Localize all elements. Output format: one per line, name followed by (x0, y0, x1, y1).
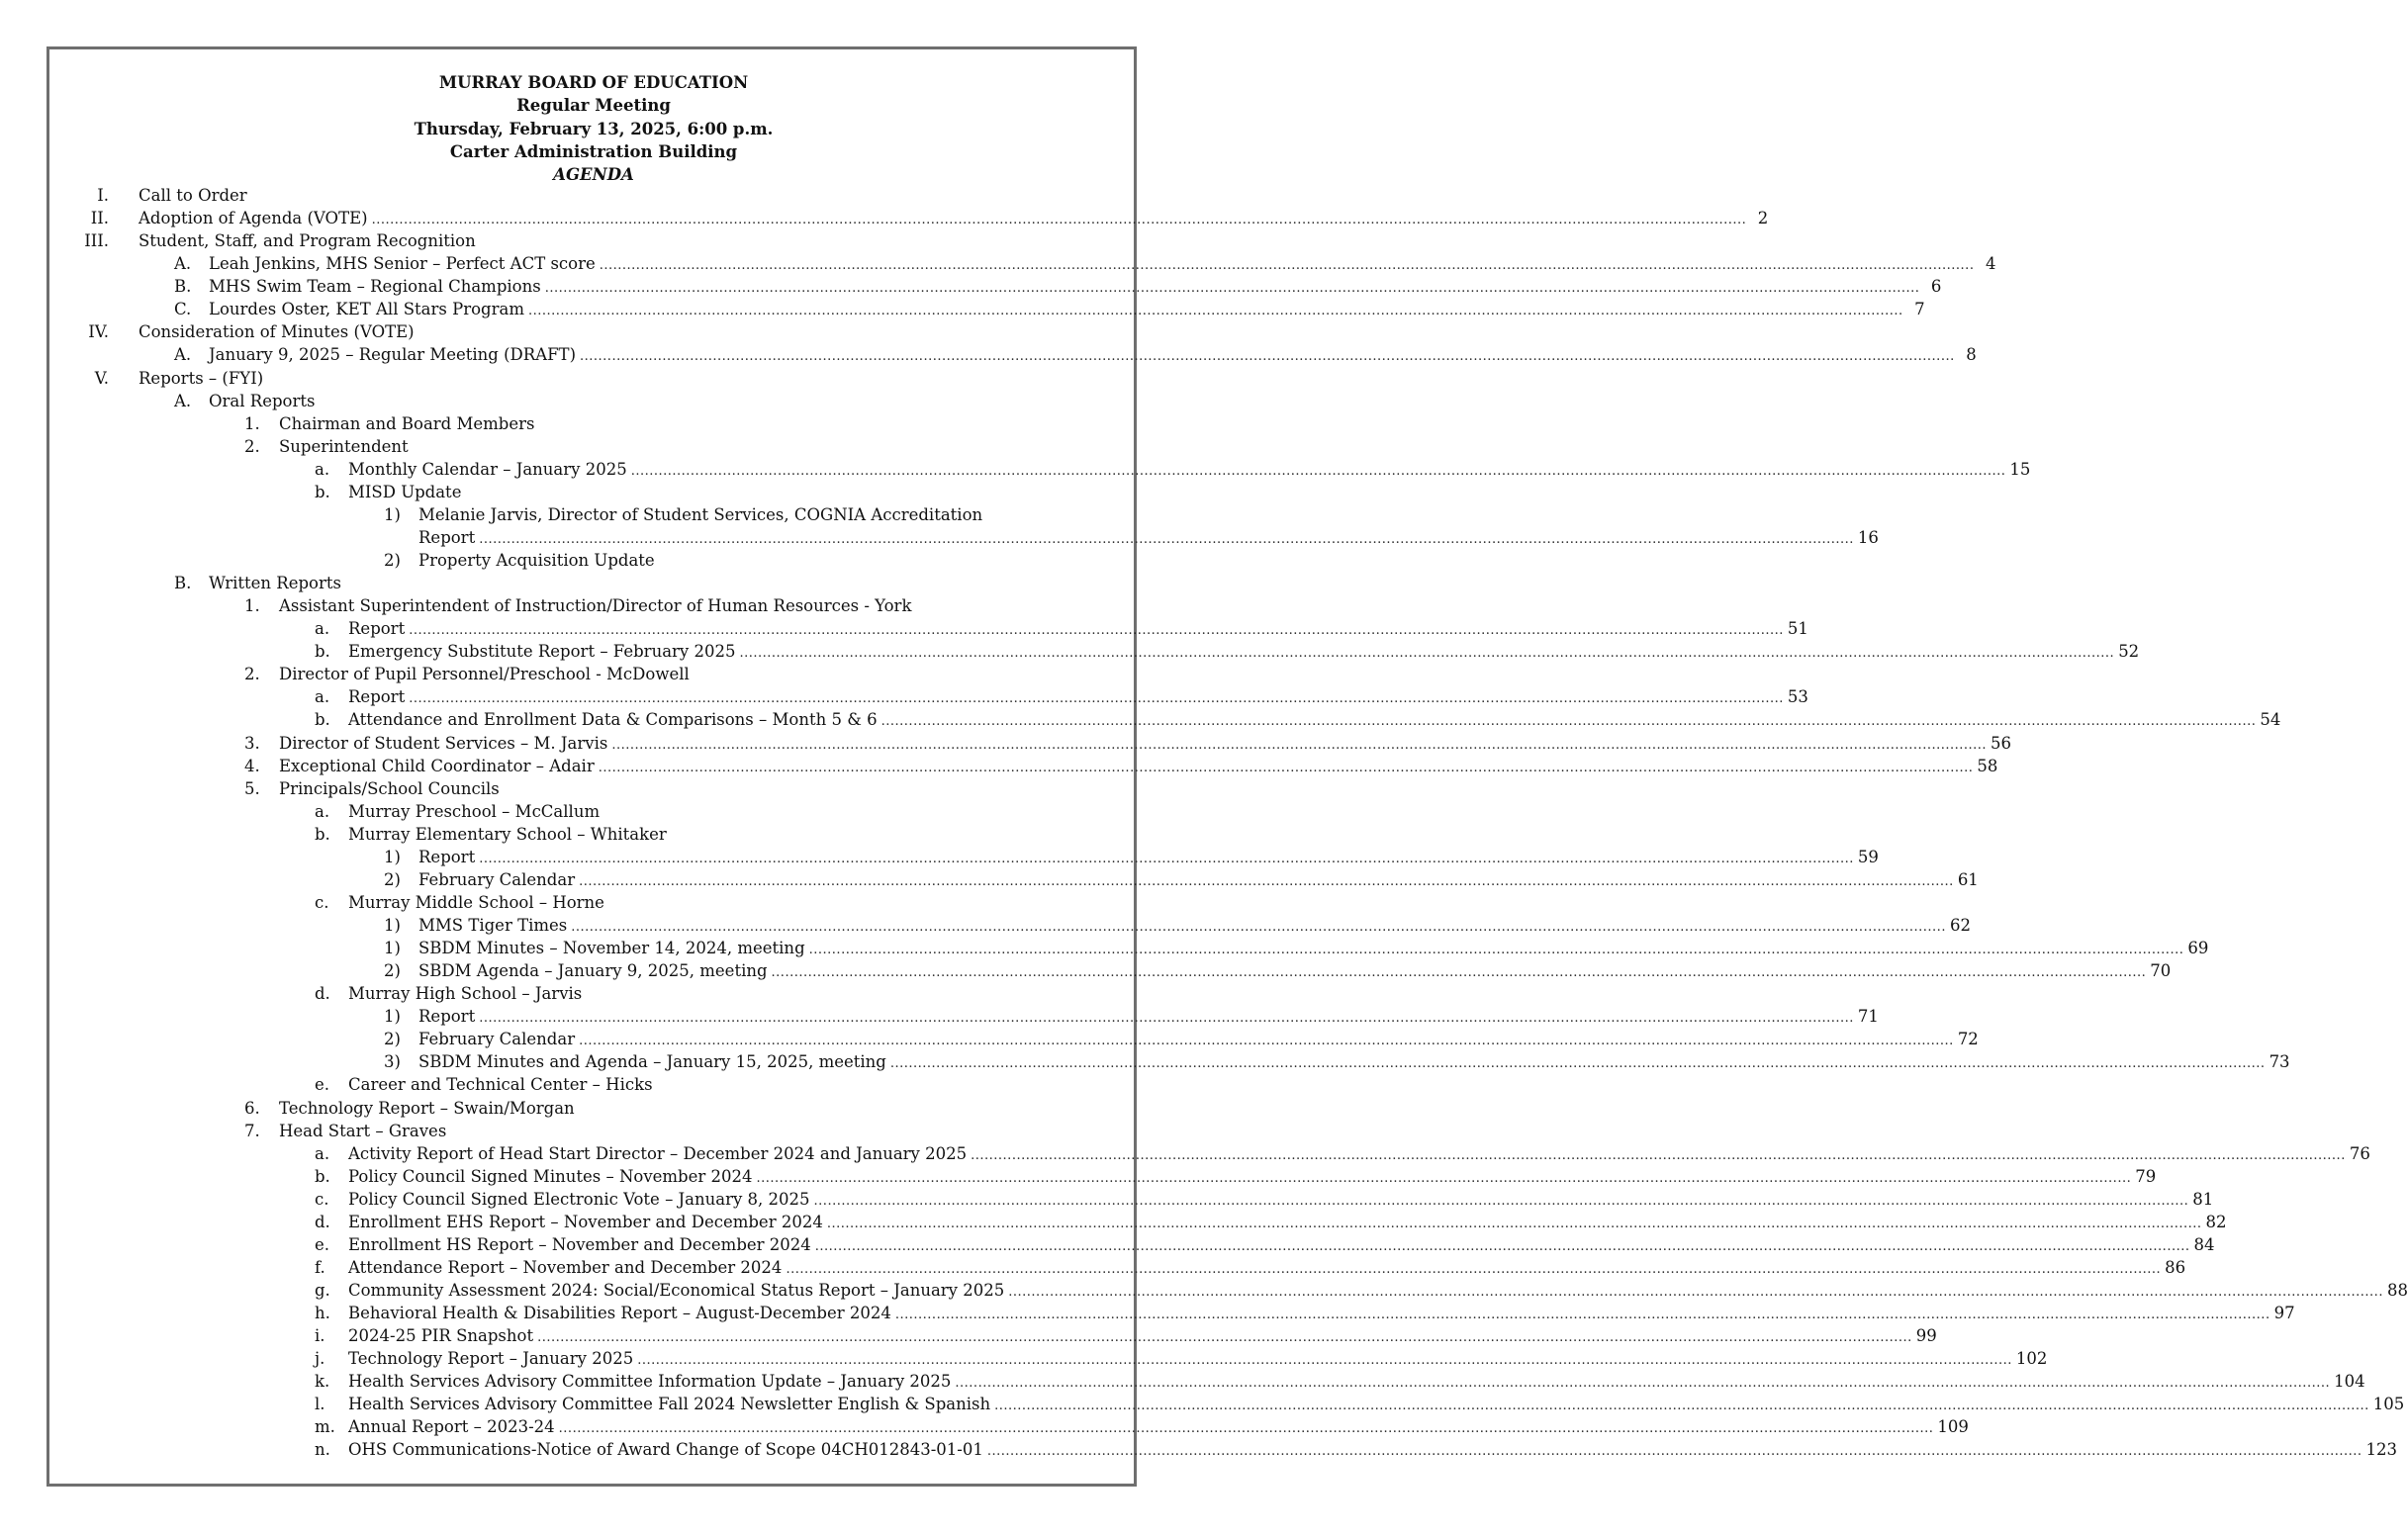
agenda-item-label: Murray High School – Jarvis (348, 984, 583, 1004)
dot-leader: ............................................................................................................................................................................................................................................................................................................ (409, 623, 1784, 639)
agenda-item-page: 69 (2187, 939, 2209, 958)
agenda-item-number: a. (315, 1143, 330, 1163)
document-header (0, 71, 1187, 186)
agenda-item (0, 1415, 1969, 1438)
dot-leader: ............................................................................................................................................................................................................................................................................................................ (808, 943, 2184, 958)
agenda-item (0, 755, 1998, 777)
dot-leader: ............................................................................................................................................................................................................................................................................................................ (1008, 1285, 2383, 1300)
agenda-item (0, 435, 1187, 458)
agenda-item-label: Leah Jenkins, MHS Senior – Perfect ACT score (209, 254, 596, 274)
agenda-item-number: 2) (384, 961, 401, 981)
dot-leader: ............................................................................................................................................................................................................................................................................................................ (971, 1147, 2346, 1163)
agenda-item-page: 59 (1857, 847, 1879, 866)
agenda-item (0, 412, 1187, 435)
agenda-item-label: SBDM Minutes – November 14, 2024, meeting (418, 939, 805, 958)
dot-leader: ............................................................................................................................................................................................................................................................................................................ (537, 1330, 1912, 1346)
agenda-item-page: 56 (1991, 733, 2012, 753)
agenda-item-number: b. (315, 642, 330, 662)
agenda-item-page: 15 (2009, 459, 2031, 479)
agenda-item-number: 1) (384, 1007, 401, 1027)
dot-leader: ............................................................................................................................................................................................................................................................................................................ (630, 463, 2006, 479)
agenda-item (0, 1050, 2290, 1073)
agenda-item-page: 109 (1937, 1417, 1969, 1437)
agenda-item-label: Director of Student Services – M. Jarvis (279, 733, 608, 753)
agenda-item-page: 102 (2015, 1349, 2048, 1369)
agenda-item-number: I. (97, 186, 109, 205)
agenda-item-label: Community Assessment 2024: Social/Economical Status Report – January 2025 (348, 1281, 1005, 1300)
agenda-item-page: 72 (1957, 1030, 1979, 1049)
agenda-item (0, 229, 1187, 252)
agenda-item (0, 1233, 2215, 1256)
agenda-item-number: 5. (244, 778, 260, 798)
agenda-item (0, 390, 1187, 412)
agenda-item-label: Behavioral Health & Disabilities Report – August-December 2024 (348, 1304, 891, 1323)
agenda-item-label: Reports – (FYI) (139, 368, 264, 388)
agenda-item (0, 320, 1187, 343)
agenda-item-label: Health Services Advisory Committee Information Update – January 2025 (348, 1372, 952, 1392)
agenda-item-label: Oral Reports (209, 391, 316, 410)
agenda-item-label: Attendance Report – November and December 2024 (348, 1257, 783, 1277)
agenda-item (0, 367, 1187, 390)
agenda-item-label: SBDM Minutes and Agenda – January 15, 2025, meeting (418, 1052, 886, 1072)
agenda-item (0, 1211, 2227, 1233)
agenda-item-label: Enrollment HS Report – November and December 2024 (348, 1234, 811, 1254)
dot-leader: ............................................................................................................................................................................................................................................................................................................ (889, 1056, 2266, 1072)
agenda-item-page: 123 (2365, 1440, 2398, 1460)
agenda-item-page: 97 (2273, 1304, 2295, 1323)
agenda-item-page: 81 (2192, 1189, 2214, 1209)
agenda-item-label: Annual Report – 2023-24 (348, 1417, 555, 1437)
agenda-item-label: Murray Elementary School – Whitaker (348, 824, 667, 844)
dot-leader: ............................................................................................................................................................................................................................................................................................................ (409, 691, 1784, 707)
agenda-item-label: February Calendar (418, 1030, 576, 1049)
agenda-item (0, 549, 1187, 572)
agenda-item-number: b. (315, 482, 330, 501)
agenda-heading: AGENDA (553, 165, 634, 185)
agenda-item-number: h. (315, 1304, 330, 1323)
agenda-item-number: 2) (384, 551, 401, 570)
meeting-location: Carter Administration Building (449, 141, 738, 161)
agenda-item-label: Written Reports (209, 574, 341, 593)
agenda-item-page: 16 (1857, 527, 1879, 547)
agenda-item-label: Policy Council Signed Minutes – November 2024 (348, 1166, 753, 1186)
dot-leader: ............................................................................................................................................................................................................................................................................................................ (786, 1261, 2162, 1277)
agenda-item-number: l. (315, 1395, 325, 1414)
dot-leader: ............................................................................................................................................................................................................................................................................................................ (544, 281, 1920, 297)
agenda-item (0, 458, 2031, 481)
agenda-item-number: B. (174, 277, 192, 297)
agenda-item-label: Principals/School Councils (279, 778, 500, 798)
agenda-item (0, 914, 1971, 937)
agenda-item-label: Report (418, 1007, 476, 1027)
dot-leader: ............................................................................................................................................................................................................................................................................................................ (579, 873, 1954, 889)
agenda-item-number: A. (174, 391, 192, 410)
agenda-item-label: Activity Report of Head Start Director – December 2024 and January 2025 (348, 1143, 968, 1163)
agenda-item-number: A. (174, 254, 192, 274)
agenda-item-number: f. (315, 1257, 325, 1277)
agenda-item-page: 104 (2334, 1372, 2365, 1392)
agenda-item-label: February Calendar (418, 869, 576, 889)
agenda-item (0, 1188, 2214, 1211)
agenda-item-page: 52 (2118, 642, 2140, 662)
dot-leader: ............................................................................................................................................................................................................................................................................................................ (579, 1034, 1954, 1049)
agenda-item (0, 732, 2012, 755)
agenda-item-page: 79 (2135, 1166, 2157, 1186)
dot-leader: ............................................................................................................................................................................................................................................................................................................ (580, 349, 1955, 365)
agenda-item-label: Technology Report – January 2025 (348, 1349, 634, 1369)
agenda-item (0, 343, 1977, 366)
dot-leader: ............................................................................................................................................................................................................................................................................................................ (371, 213, 1747, 228)
agenda-list (0, 184, 2408, 1462)
dot-leader: ............................................................................................................................................................................................................................................................................................................ (771, 965, 2147, 981)
agenda-item-number: e. (315, 1075, 330, 1095)
agenda-item (0, 1142, 2370, 1165)
agenda-item-number: a. (315, 801, 330, 821)
agenda-item-page: 84 (2193, 1234, 2215, 1254)
agenda-item-number: n. (315, 1440, 330, 1460)
agenda-item-number: c. (315, 892, 329, 912)
dot-leader: ............................................................................................................................................................................................................................................................................................................ (756, 1170, 2132, 1186)
dot-leader: ............................................................................................................................................................................................................................................................................................................ (611, 737, 1988, 753)
dot-leader: ............................................................................................................................................................................................................................................................................................................ (479, 1011, 1854, 1027)
agenda-item-label: MISD Update (348, 482, 462, 501)
agenda-item (0, 252, 1996, 275)
agenda-item (0, 846, 1879, 868)
agenda-item-page: 2 (1757, 209, 1769, 228)
agenda-item-label: Murray Middle School – Horne (348, 892, 604, 912)
agenda-item-number: e. (315, 1234, 330, 1254)
agenda-item (0, 708, 2281, 731)
agenda-item (0, 207, 1769, 229)
agenda-item (0, 663, 1187, 685)
agenda-item-label: Director of Pupil Personnel/Preschool - McDowell (279, 665, 690, 684)
agenda-item (0, 1120, 1187, 1142)
agenda-item-label: Policy Council Signed Electronic Vote – January 8, 2025 (348, 1189, 810, 1209)
agenda-item-number: 3) (384, 1052, 401, 1072)
agenda-item (0, 959, 2172, 982)
agenda-item (0, 594, 1187, 617)
agenda-item (0, 685, 1808, 708)
agenda-item (0, 617, 1808, 640)
agenda-item-number: 1) (384, 504, 401, 524)
agenda-item-number: j. (315, 1349, 325, 1369)
agenda-item-number: IV. (88, 322, 109, 342)
agenda-item-label: Technology Report – Swain/Morgan (279, 1098, 575, 1118)
agenda-item (0, 1370, 2365, 1393)
dot-leader: ............................................................................................................................................................................................................................................................................................................ (955, 1376, 2331, 1392)
agenda-item (0, 823, 1187, 846)
dot-leader: ............................................................................................................................................................................................................................................................................................................ (994, 1399, 2369, 1414)
agenda-item (0, 1279, 2408, 1302)
agenda-item-number: 2) (384, 1030, 401, 1049)
agenda-item-number: b. (315, 1166, 330, 1186)
dot-leader: ............................................................................................................................................................................................................................................................................................................ (894, 1308, 2270, 1323)
agenda-item-label: Melanie Jarvis, Director of Student Services, COGNIA Accreditation (418, 504, 983, 524)
dot-leader: ............................................................................................................................................................................................................................................................................................................ (739, 646, 2115, 662)
agenda-item-number: a. (315, 459, 330, 479)
agenda-item-number: 1. (244, 413, 260, 433)
agenda-item-page: 105 (2372, 1395, 2405, 1414)
meeting-type: Regular Meeting (516, 96, 671, 116)
agenda-item-page: 82 (2205, 1212, 2227, 1231)
agenda-item-number: a. (315, 619, 330, 639)
dot-leader: ............................................................................................................................................................................................................................................................................................................ (637, 1353, 2012, 1369)
dot-leader: ............................................................................................................................................................................................................................................................................................................ (479, 531, 1854, 547)
agenda-item-number: d. (315, 984, 330, 1004)
agenda-item (0, 1028, 1979, 1050)
agenda-item-page: 62 (1949, 916, 1971, 935)
agenda-item-page: 7 (1914, 300, 1925, 319)
dot-leader: ............................................................................................................................................................................................................................................................................................................ (880, 714, 2257, 730)
agenda-item-page: 61 (1957, 869, 1979, 889)
agenda-item-number: c. (315, 1189, 329, 1209)
meeting-date: Thursday, February 13, 2025, 6:00 p.m. (414, 119, 774, 138)
agenda-item (0, 503, 1187, 526)
agenda-item-label: OHS Communications-Notice of Award Change of Scope 04CH012843-01-01 (348, 1440, 983, 1460)
agenda-item-number: b. (315, 710, 330, 730)
agenda-item-page: 88 (2386, 1281, 2408, 1300)
agenda-item-label: Adoption of Agenda (VOTE) (139, 209, 368, 228)
agenda-item (0, 275, 1942, 298)
agenda-item (0, 481, 1187, 503)
agenda-item (0, 1097, 1187, 1120)
agenda-item-label: Enrollment EHS Report – November and December 2024 (348, 1212, 823, 1231)
agenda-item (0, 1302, 2295, 1324)
agenda-item-number: 1) (384, 916, 401, 935)
agenda-item-number: V. (94, 368, 109, 388)
agenda-item-label: Chairman and Board Members (279, 413, 535, 433)
agenda-item (0, 937, 2209, 959)
agenda-item-number: a. (315, 687, 330, 707)
agenda-item-label: Murray Preschool – McCallum (348, 801, 601, 821)
agenda-item-label: Property Acquisition Update (418, 551, 655, 570)
agenda-item-label: MHS Swim Team – Regional Champions (209, 277, 541, 297)
agenda-item-label: Career and Technical Center – Hicks (348, 1075, 653, 1095)
agenda-item-page: 54 (2260, 710, 2281, 730)
agenda-item-label: January 9, 2025 – Regular Meeting (DRAFT) (209, 345, 577, 365)
agenda-item-page: 73 (2269, 1052, 2290, 1072)
agenda-item-page: 53 (1787, 687, 1808, 707)
agenda-item-number: m. (315, 1417, 335, 1437)
agenda-item-label: Report (348, 619, 406, 639)
agenda-item-label: SBDM Agenda – January 9, 2025, meeting (418, 961, 768, 981)
agenda-item-label: Emergency Substitute Report – February 2025 (348, 642, 736, 662)
agenda-item-label: Consideration of Minutes (VOTE) (139, 322, 415, 342)
agenda-item (0, 184, 1187, 207)
agenda-item-number: A. (174, 345, 192, 365)
agenda-item (0, 1073, 1187, 1096)
agenda-item (0, 800, 1187, 823)
agenda-item-page: 8 (1966, 345, 1977, 365)
agenda-item-number: 1) (384, 847, 401, 866)
agenda-item (0, 1324, 1937, 1347)
agenda-item-label: 2024-25 PIR Snapshot (348, 1326, 534, 1346)
agenda-item-number: g. (315, 1281, 330, 1300)
agenda-item-number: 6. (244, 1098, 260, 1118)
dot-leader: ............................................................................................................................................................................................................................................................................................................ (986, 1444, 2362, 1460)
dot-leader: ............................................................................................................................................................................................................................................................................................................ (814, 1238, 2190, 1254)
agenda-item (0, 868, 1979, 891)
agenda-item (0, 526, 1879, 549)
agenda-item-number: i. (315, 1326, 325, 1346)
agenda-item-label: Assistant Superintendent of Instruction/Director of Human Resources - York (279, 596, 912, 616)
agenda-item-number: d. (315, 1212, 330, 1231)
agenda-item-number: 3. (244, 733, 260, 753)
agenda-item-number: III. (84, 231, 109, 251)
agenda-item (0, 572, 1187, 594)
agenda-item (0, 640, 2140, 663)
dot-leader: ............................................................................................................................................................................................................................................................................................................ (479, 851, 1854, 866)
agenda-item-label: Lourdes Oster, KET All Stars Program (209, 300, 524, 319)
agenda-item-label: Call to Order (139, 186, 247, 205)
agenda-item-page: 51 (1787, 619, 1808, 639)
agenda-item-label: Report (418, 527, 476, 547)
agenda-item-number: B. (174, 574, 192, 593)
agenda-item-label: Exceptional Child Coordinator – Adair (279, 756, 595, 775)
agenda-item-label: Student, Staff, and Program Recognition (139, 231, 476, 251)
agenda-item-number: 1. (244, 596, 260, 616)
agenda-item (0, 982, 1187, 1005)
dot-leader: ............................................................................................................................................................................................................................................................................................................ (599, 258, 1975, 274)
agenda-item (0, 777, 1187, 800)
agenda-item-number: 2) (384, 869, 401, 889)
agenda-item-page: 4 (1985, 254, 1996, 274)
dot-leader: ............................................................................................................................................................................................................................................................................................................ (558, 1421, 1934, 1437)
agenda-item-number: 7. (244, 1121, 260, 1140)
agenda-item-label: Health Services Advisory Committee Fall 2024 Newsletter English & Spanish (348, 1395, 991, 1414)
agenda-item-number: 4. (244, 756, 260, 775)
agenda-item-number: k. (315, 1372, 330, 1392)
agenda-item-label: Attendance and Enrollment Data & Comparisons – Month 5 & 6 (348, 710, 878, 730)
agenda-item-page: 86 (2165, 1257, 2186, 1277)
agenda-item (0, 1256, 2186, 1279)
dot-leader: ............................................................................................................................................................................................................................................................................................................ (571, 920, 1946, 935)
agenda-item-label: Head Start – Graves (279, 1121, 447, 1140)
agenda-item-label: Superintendent (279, 436, 409, 456)
agenda-item-page: 6 (1930, 277, 1942, 297)
agenda-item-number: b. (315, 824, 330, 844)
dot-leader: ............................................................................................................................................................................................................................................................................................................ (813, 1193, 2189, 1209)
agenda-item-number: 2. (244, 665, 260, 684)
agenda-item (0, 1165, 2157, 1188)
agenda-item (0, 1347, 2048, 1370)
agenda-item-number: II. (90, 209, 109, 228)
agenda-item-page: 70 (2150, 961, 2172, 981)
dot-leader: ............................................................................................................................................................................................................................................................................................................ (527, 304, 1903, 319)
agenda-item-label: Report (348, 687, 406, 707)
dot-leader: ............................................................................................................................................................................................................................................................................................................ (826, 1216, 2202, 1231)
agenda-item (0, 1438, 2398, 1461)
agenda-item (0, 891, 1187, 914)
agenda-item-page: 58 (1977, 756, 1998, 775)
agenda-item-label: MMS Tiger Times (418, 916, 568, 935)
agenda-item (0, 1393, 2405, 1415)
agenda-item-page: 99 (1915, 1326, 1937, 1346)
agenda-item (0, 298, 1925, 320)
agenda-item-page: 71 (1857, 1007, 1879, 1027)
dot-leader: ............................................................................................................................................................................................................................................................................................................ (598, 760, 1974, 775)
agenda-item (0, 1005, 1879, 1028)
agenda-item-label: Report (418, 847, 476, 866)
agenda-item-number: 2. (244, 436, 260, 456)
agenda-item-label: Monthly Calendar – January 2025 (348, 459, 627, 479)
org-title: MURRAY BOARD OF EDUCATION (438, 73, 749, 92)
agenda-item-page: 76 (2349, 1143, 2370, 1163)
agenda-item-number: C. (174, 300, 192, 319)
agenda-item-number: 1) (384, 939, 401, 958)
